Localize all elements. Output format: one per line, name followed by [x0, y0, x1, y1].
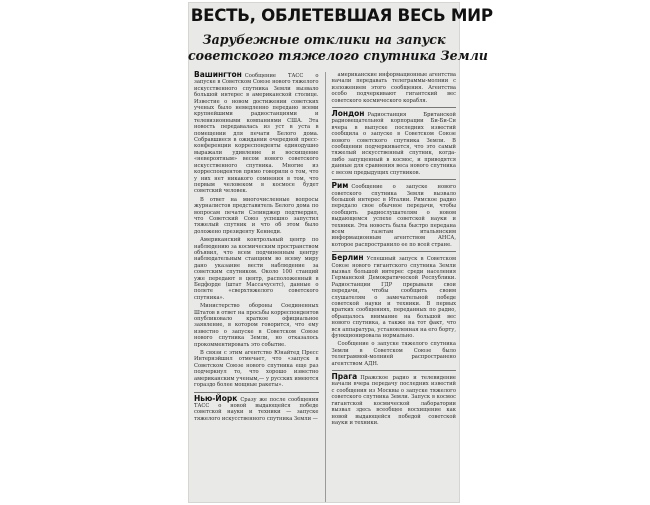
- column-divider: [325, 72, 326, 502]
- section-separator: [332, 179, 457, 180]
- paragraph-text: Радиостанция Британской радиовещательной корпорации Би-Би-Си вчера в выпуске последних известий сообщила о запуске в Советском Союзе нового советского спутника Земли. В сообщении подчеркивается, что это самый тяжелый искусственный спутник, когда-либо запущенный в космос, и приводятся данные для сравнения веса нового спутника с весом предыдущих спутников.: [331, 112, 456, 176]
- article-paragraph: [332, 374, 457, 426]
- right-column: [332, 72, 457, 502]
- dateline-city: Лондон: [331, 109, 365, 119]
- article-paragraph: [332, 111, 457, 176]
- paragraph-text: В ответ на многочисленные вопросы журналистов представитель Белого дома по вопросам печати Сэлинджер подтвердил, что Советский Союз успешно запустил тяжелый спутник и что об этом было доложено президенту Кеннеди.: [194, 196, 319, 235]
- paragraph-text: Сразу же после сообщения ТАСС о новой выдающейся победе советской науки и техники — запуске тяжелого искусственного спутника Земли —: [194, 396, 319, 422]
- article-columns: [194, 72, 456, 502]
- subheadline: [188, 32, 488, 64]
- section-separator: [194, 392, 319, 393]
- article-paragraph: [194, 237, 319, 301]
- dateline-city: Прага: [331, 372, 358, 382]
- paragraph-text: Сообщение о запуске нового советского спутника Земли вызвало большой интерес в Италии. Римское радио передало свое обычное передачи, чтобы сообщить радиослушателям о новом выдающемся успехе советской науки и техники. Эта новость была быстро передана всем газетам итальянским информационным агентством АНСА, которое распространило ее по всей стране.: [331, 184, 456, 248]
- article-paragraph: [194, 303, 319, 348]
- article-paragraph: [194, 350, 319, 388]
- dateline-city: Берлин: [331, 253, 364, 263]
- dateline-city: Рим: [331, 181, 349, 191]
- article-paragraph: [194, 72, 319, 195]
- article-paragraph: [332, 341, 457, 367]
- article-paragraph: [194, 197, 319, 235]
- paragraph-text: Успешный запуск в Советском Союзе нового гигантского спутника Земли вызвал большой интерес среди населения Германской Демократической Республики. Радиостанции ГДР прерывали свои передачи, чтобы сообщить своим слушателям о замечательной победе советской науки и техники. В первых кратких сообщениях, переданных по радио, обращалось внимание на большой вес нового спутника, а также на тот факт, что вся аппаратура, установленная на его борту, функционировала нормально.: [331, 256, 457, 340]
- paragraph-text: Американский контрольный центр по наблюдению за космическим пространством объявил, что всем подчиненным центру наблюдательным станциям во всему миру дано указание вести наблюдение за советским спутником. Около 100 станций уже передают в центр, расположенный в Бедфорде (штат Массачусетс), данные о полете «сверхтяжелого советского спутника».: [194, 237, 319, 301]
- paragraph-text: американские информационные агентства начали передавать телеграммы-молнии с изложением этого сообщения. Агентства особо подчеркивают гигантский вес советского космического корабля.: [331, 72, 456, 104]
- section-separator: [332, 370, 457, 371]
- dateline-city: Вашингтон: [194, 70, 242, 79]
- paragraph-text: В связи с этим агентство Юнайтед Пресс Интернэйшнл отмечает, что «запуск в Советском Союзе нового спутника еще раз подчеркнул то, что хорошо известно американским ученым,— у русских имеются гораздо более мощные ракеты».: [194, 350, 319, 389]
- newspaper-clipping: [188, 2, 493, 503]
- left-column: [194, 72, 319, 502]
- paragraph-text: Сообщение ТАСС о запуске в Советском Союзе нового тяжелого искусственного спутника Земли вызвало большой интерес в американской столице. Известие о новом достижении советских ученых было немедленно передано всеми крупнейшими радиостанциями и телевизионными компаниями США. Эта новость передавалась из уст в уста в помещении для печати Белого дома. Собравшиеся в ожидании очередной пресс-конференции корреспонденты единодушно выражали удивление и восхищение «невероятным» весом нового советского искусственного спутника. Многие из корреспондентов прямо говорили о том, что у них нет никакого сомнения в том, что первым человеком в космосе будет советский человек.: [194, 73, 319, 195]
- section-separator: [332, 107, 457, 108]
- article-paragraph: [332, 72, 457, 104]
- section-separator: [332, 251, 457, 252]
- article-paragraph: [332, 183, 457, 248]
- paragraph-text: Сообщение о запуске тяжелого спутника Земли в Советском Союзе было телеграммой-молнией распространено агентством АДН.: [331, 341, 456, 367]
- subheadline-line-2: советского тяжелого спутника Земли: [188, 48, 488, 63]
- headline: ВЕСТЬ, ОБЛЕТЕВШАЯ ВЕСЬ МИР: [190, 6, 493, 26]
- article-paragraph: [332, 255, 457, 339]
- article-paragraph: [194, 393, 319, 423]
- paragraph-text: Министерство обороны Соединенных Штатов в ответ на просьбы корреспондентов опубликовало краткое официальное заявление, в котором говорится, что ему известно о запуске в Советском Союзе нового спутника Земли, но отказалось прокомментировать это событие.: [194, 303, 319, 348]
- subheadline-line-1: Зарубежные отклики на запуск: [202, 32, 446, 47]
- dateline-city: Нью-Йорк: [194, 393, 238, 403]
- paragraph-text: Пражское радио и телевидение начали вчера передачу последних известий с сообщения из Москвы о запуске тяжелого советского спутника Земли. Запуск в космос гигантской космической лаборатории вызвал здесь всеобщее восхищение как новой выдающейся победой советской науки и техники.: [331, 375, 456, 426]
